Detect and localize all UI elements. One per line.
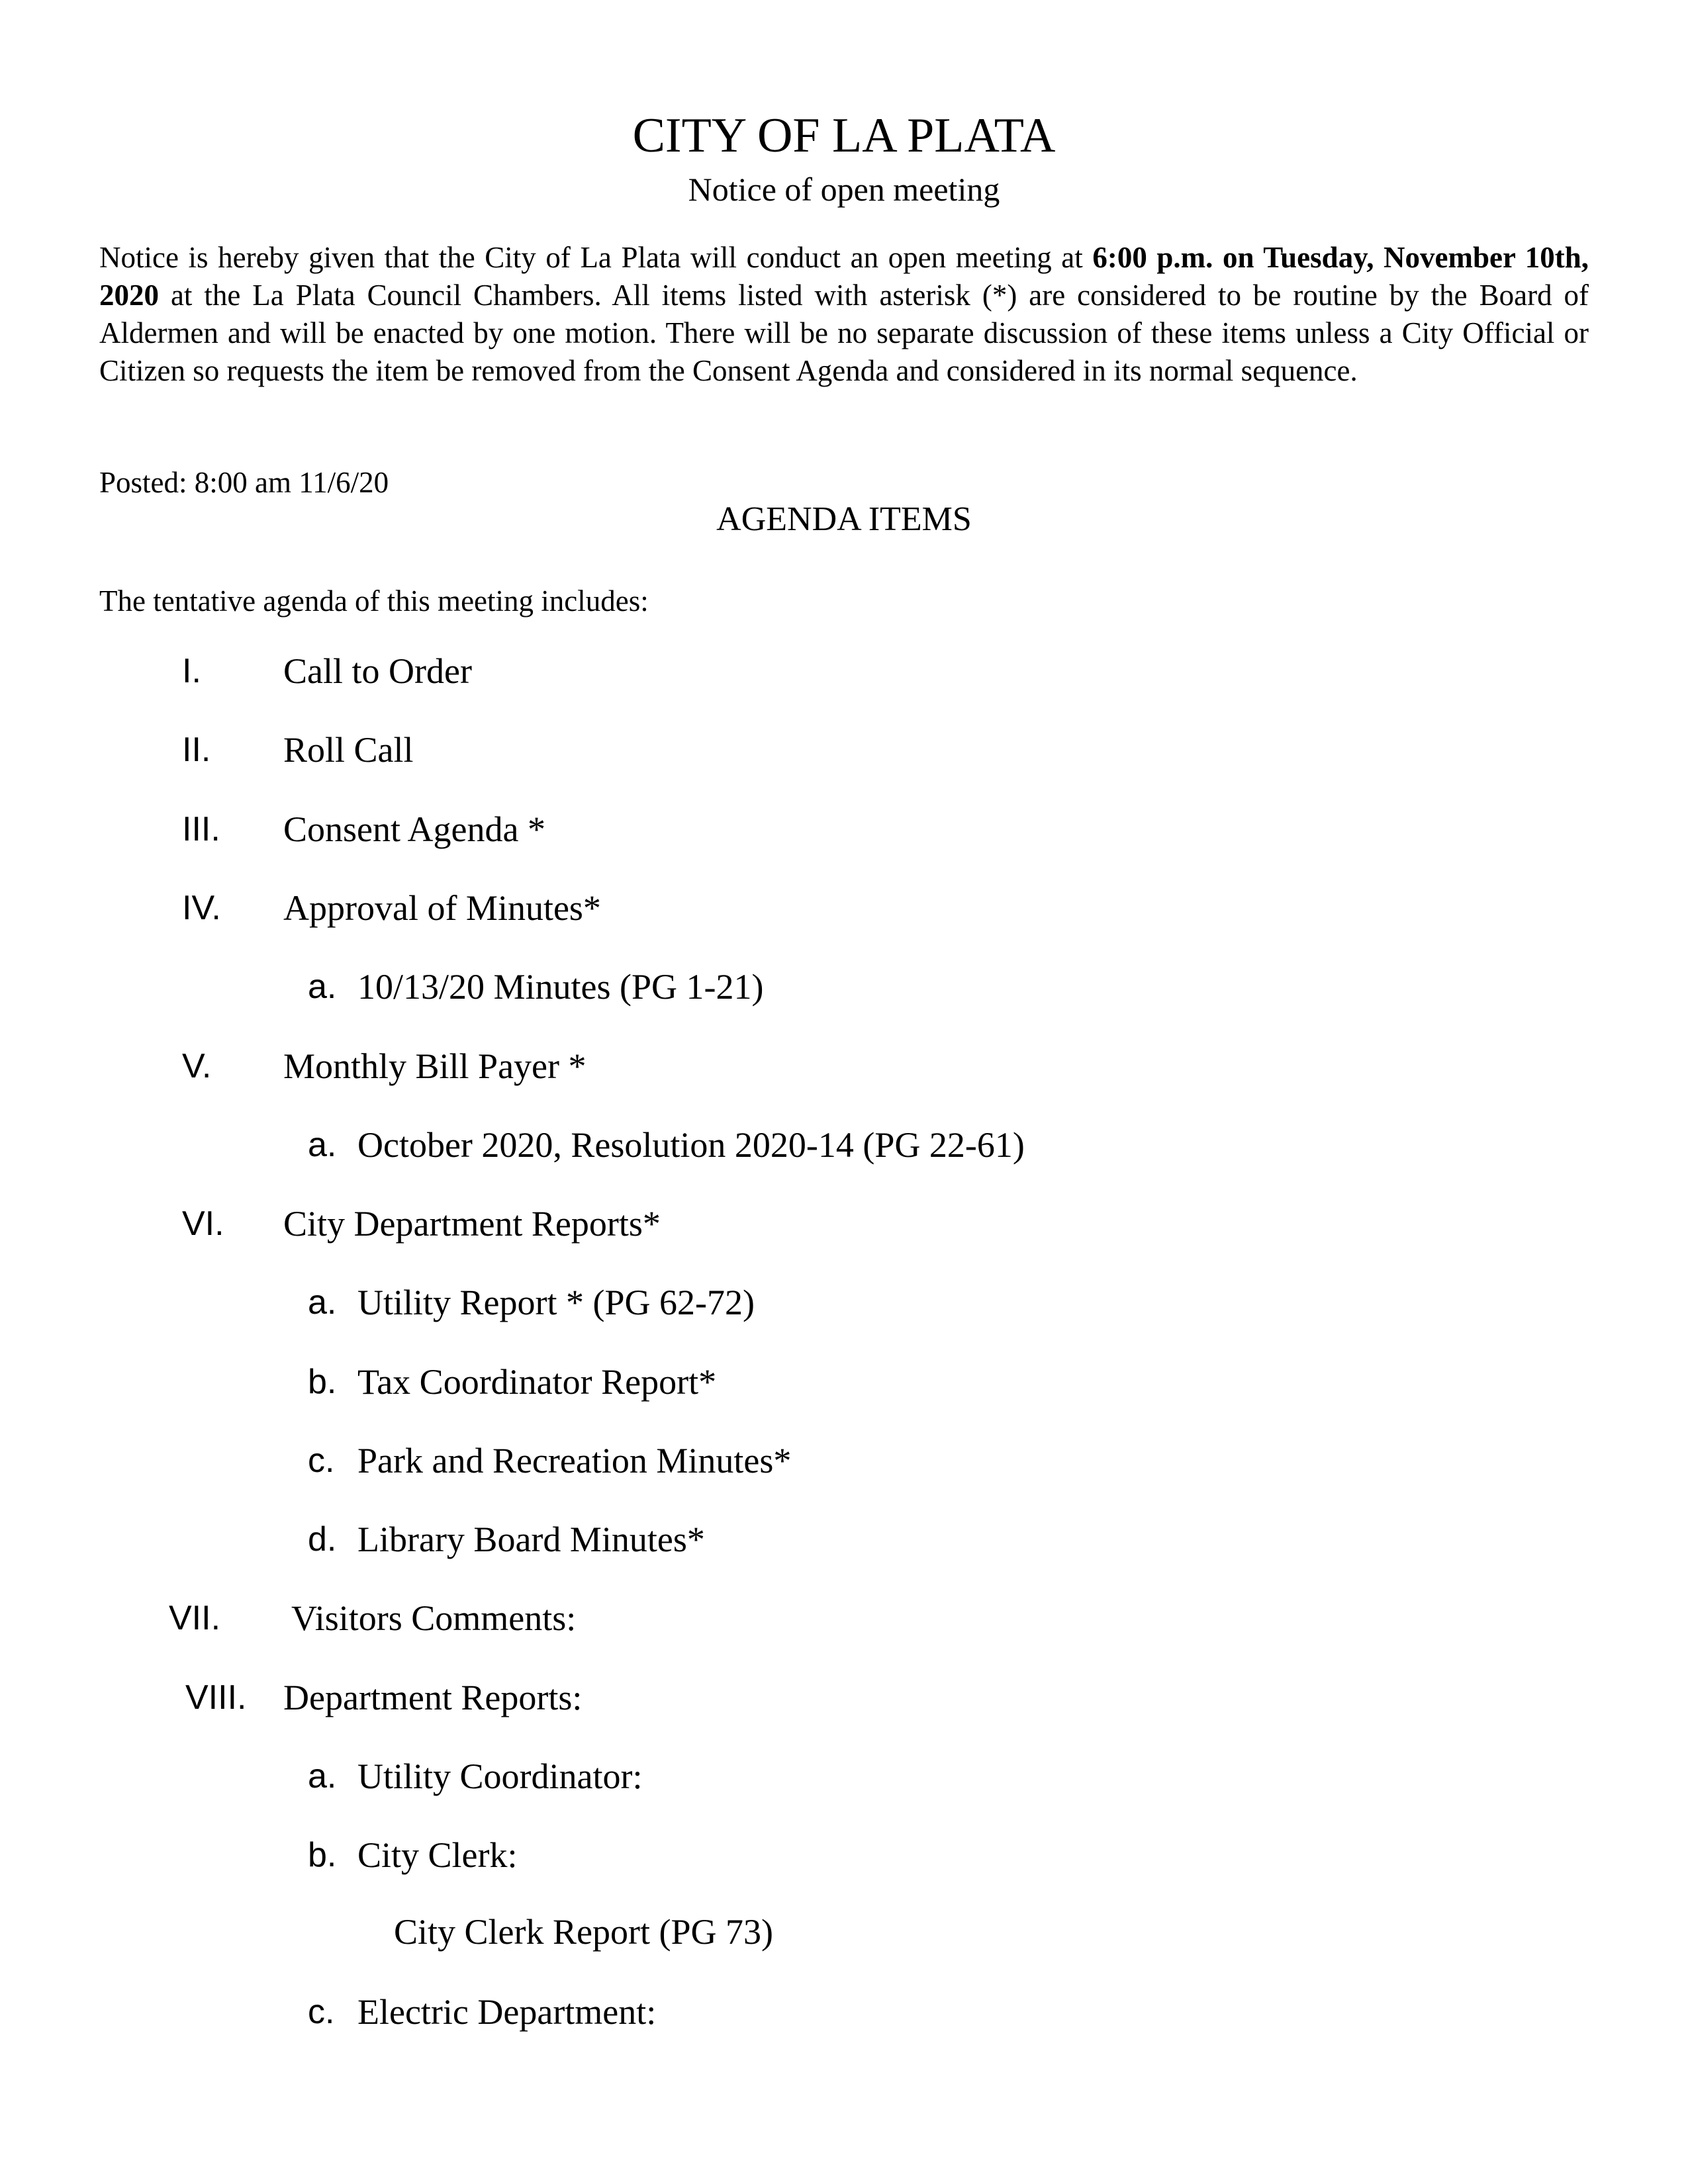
item-text: Library Board Minutes* (357, 1520, 705, 1559)
item-letter: b. (308, 1363, 337, 1401)
item-number: IV. (182, 889, 221, 927)
tentative-intro: The tentative agenda of this meeting includes: (99, 584, 649, 617)
item-number: VI. (182, 1205, 224, 1243)
item-letter: a. (308, 968, 337, 1006)
item-text: 10/13/20 Minutes (PG 1-21) (357, 967, 764, 1007)
item-text: Visitors Comments: (291, 1598, 577, 1638)
item-letter: d. (308, 1520, 337, 1559)
notice-text-1: Notice is hereby given that the City of La Plata will conduct an open meeting at (99, 241, 1093, 274)
item-text: Park and Recreation Minutes* (357, 1441, 792, 1480)
item-number: I. (182, 652, 201, 690)
item-text: Tax Coordinator Report* (357, 1362, 717, 1402)
item-number: VIII. (185, 1678, 247, 1717)
item-text: Call to Order (283, 651, 472, 691)
page-title: CITY OF LA PLATA (632, 109, 1056, 163)
item-letter: c. (308, 1441, 335, 1480)
item-text: Consent Agenda * (283, 809, 545, 849)
item-letter: a. (308, 1126, 337, 1164)
item-text: Approval of Minutes* (283, 888, 601, 928)
item-letter: b. (308, 1836, 337, 1874)
posted-timestamp: Posted: 8:00 am 11/6/20 (99, 466, 389, 499)
item-number: II. (182, 731, 211, 769)
item-text: Electric Department: (357, 1992, 657, 2032)
item-text: City Clerk: (357, 1835, 518, 1875)
notice-meeting-time: 6:00 p.m. on Tuesday, November 10th, 2020 (99, 241, 1589, 312)
item-text: Utility Coordinator: (357, 1756, 643, 1796)
page-subtitle: Notice of open meeting (688, 171, 1000, 208)
item-text: Roll Call (283, 730, 414, 770)
notice-text-2: at the La Plata Council Chambers. All items listed with asterisk (*) are considered to be routine by the Board of Aldermen and will be enacted by one motion. There will be no separate discussion of these items unless a City Official or Citizen so requests the item be removed from the Consent Agenda and considered in its normal sequence. (99, 279, 1589, 387)
item-letter: a. (308, 1283, 337, 1322)
item-text: Utility Report * (PG 62-72) (357, 1283, 755, 1322)
item-text: Monthly Bill Payer * (283, 1046, 586, 1086)
item-number: III. (182, 810, 220, 848)
item-number: V. (182, 1047, 212, 1085)
item-text: October 2020, Resolution 2020-14 (PG 22-61) (357, 1125, 1025, 1165)
item-number: VII. (169, 1599, 221, 1637)
item-text: Department Reports: (283, 1678, 583, 1717)
item-text: City Department Reports* (283, 1204, 661, 1244)
item-letter: a. (308, 1757, 337, 1796)
item-text: City Clerk Report (PG 73) (394, 1912, 773, 1952)
item-letter: c. (308, 1993, 335, 2031)
agenda-heading: AGENDA ITEMS (716, 500, 972, 538)
